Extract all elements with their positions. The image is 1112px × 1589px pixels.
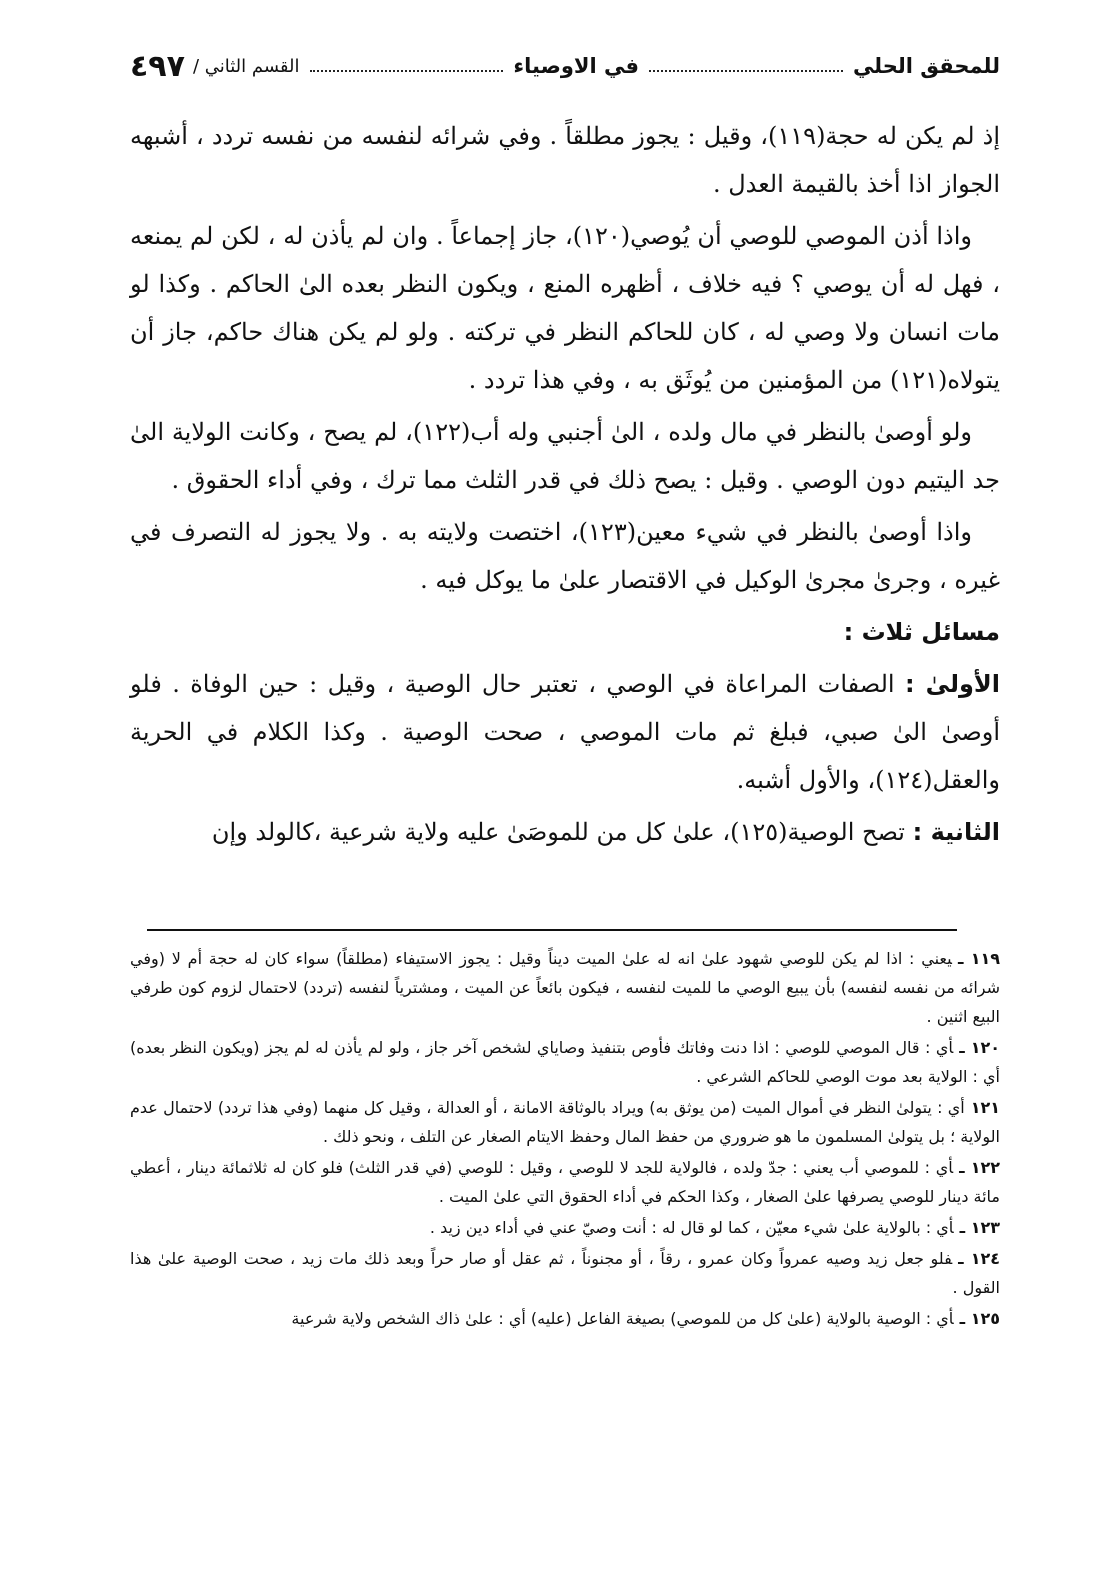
paragraph-first-issue xyxy=(130,660,1000,804)
footnote xyxy=(130,1033,1000,1091)
paragraph-second-issue xyxy=(130,808,1000,856)
footnote xyxy=(130,944,1000,1031)
footnote-text: فلو جعل زيد وصيه عمرواً وكان عمرو ، رقاً ، أو مجنوناً ، ثم عقل أو صار حراً وبعد ذلك مات زيد ، صحت الوصية علىٰ هذا القول . xyxy=(130,1249,1000,1297)
issue-label: الأولىٰ : xyxy=(904,670,1000,698)
paragraph: واذا أوصىٰ بالنظر في شيء معين(١٢٣)، اختصت ولايته به . ولا يجوز له التصرف في غيره ، وجرىٰ مجرىٰ الوكيل في الاقتصار علىٰ ما يوكل فيه . xyxy=(130,518,1000,594)
footnote xyxy=(130,1153,1000,1211)
footnote-number: ١٢٢ ـ xyxy=(959,1158,1000,1177)
page-number: ٤٩٧ xyxy=(130,48,185,84)
footnote-text: يعني : اذا لم يكن للوصي شهود علىٰ انه له علىٰ الميت ديناً وقيل : يجوز الاستيفاء (مطلقاً) سواء كان له حجة أم لا (وفي شرائه من نفسه لنفسه) بأن يبيع الوصي ما للميت لنفسه ، فيكون بائعاً عن الميت ، ومشترياً لنفسه (تردد) لاحتمال لزوم كون طرفي البيع اثنين . xyxy=(130,949,1000,1026)
footnote-number: ١٢٠ ـ xyxy=(959,1038,1000,1057)
footnote xyxy=(130,1213,1000,1242)
footnote-number: ١٢٤ ـ xyxy=(958,1249,1001,1268)
footnotes xyxy=(130,944,1000,1335)
footnote-text: أي : يتولىٰ النظر في أموال الميت (من يوثق به) ويراد بالوثاقة الامانة ، أو العدالة ، وقيل كل منهما (وفي هذا تردد) لاحتمال عدم الولاية ؛ بل يتولىٰ المسلمون ما هو ضروري من حفظ المال وحفظ الايتام الصغار عن التلف ، ونحو ذلك . xyxy=(130,1098,1000,1146)
footnote-number: ١١٩ ـ xyxy=(957,949,1000,968)
footnote-text: أي : بالولاية علىٰ شيء معيّن ، كما لو قال له : أنت وصيّ عني في أداء دين زيد . xyxy=(429,1218,954,1237)
header-book-title: للمحقق الحلي xyxy=(852,54,1000,78)
header-chapter-title: في الاوصياء xyxy=(513,54,640,78)
footnote-separator xyxy=(147,929,957,931)
header-part-label: القسم الثاني / xyxy=(192,55,300,77)
header-dotted-leader xyxy=(649,60,843,72)
footnote-text: أي : قال الموصي للوصي : اذا دنت وفاتك فأوص بتنفيذ وصاياي لشخص آخر جاز ، ولو لم يأذن له لم يجز (ويكون النظر بعده) أي : الولاية بعد موت الوصي للحاكم الشرعي . xyxy=(130,1038,1000,1086)
issue-text: تصح الوصية(١٢٥)، علىٰ كل من للموصَىٰ عليه ولاية شرعية ،كالولد وإن xyxy=(211,818,913,846)
section-heading: مسائل ثلاث : xyxy=(843,618,1000,646)
footnote-text: أي : الوصية بالولاية (علىٰ كل من للموصي) بصيغة الفاعل (عليه) أي : علىٰ ذاك الشخص ولاية شرعية xyxy=(291,1309,954,1328)
running-header xyxy=(130,44,1000,88)
header-dotted-leader xyxy=(310,60,504,72)
main-text xyxy=(130,112,1000,860)
footnote-number: ١٢٥ ـ xyxy=(959,1309,1000,1328)
footnote-number: ١٢٣ ـ xyxy=(959,1218,1000,1237)
footnote xyxy=(130,1244,1000,1302)
footnote-text: أي : للموصي أب يعني : جدّ ولده ، فالولاية للجد لا للوصي ، وقيل : للوصي (في قدر الثلث) فلو كان له ثلاثمائة دينار ، أعطي مائة دينار للوصي يصرفها علىٰ الصغار ، وكذا الحكم في أداء الحقوق التي علىٰ الميت . xyxy=(130,1158,1000,1206)
footnote xyxy=(130,1093,1000,1151)
paragraph: إذ لم يكن له حجة(١١٩)، وقيل : يجوز مطلقاً . وفي شرائه لنفسه من نفسه تردد ، أشبهه الجواز اذا أخذ بالقيمة العدل . xyxy=(130,122,1000,198)
footnote-number: ١٢١ xyxy=(970,1098,1000,1117)
issue-label: الثانية : xyxy=(912,818,1000,846)
footnote xyxy=(130,1304,1000,1333)
paragraph: ولو أوصىٰ بالنظر في مال ولده ، الىٰ أجنبي وله أب(١٢٢)، لم يصح ، وكانت الولاية الىٰ جد اليتيم دون الوصي . وقيل : يصح ذلك في قدر الثلث مما ترك ، وفي أداء الحقوق . xyxy=(130,418,1000,494)
paragraph: واذا أذن الموصي للوصي أن يُوصي(١٢٠)، جاز إجماعاً . وان لم يأذن له ، لكن لم يمنعه ، فهل له أن يوصي ؟ فيه خلاف ، أظهره المنع ، ويكون النظر بعده الىٰ الحاكم . وكذا لو مات انسان ولا وصي له ، كان للحاكم النظر في تركته . ولو لم يكن هناك حاكم، جاز أن يتولاه(١٢١) من المؤمنين من يُوثَق به ، وفي هذا تردد . xyxy=(130,222,1000,394)
issue-text: الصفات المراعاة في الوصي ، تعتبر حال الوصية ، وقيل : حين الوفاة . فلو أوصىٰ الىٰ صبي، فبلغ ثم مات الموصي ، صحت الوصية . وكذا الكلام في الحرية والعقل(١٢٤)، والأول أشبه. xyxy=(130,670,1000,794)
